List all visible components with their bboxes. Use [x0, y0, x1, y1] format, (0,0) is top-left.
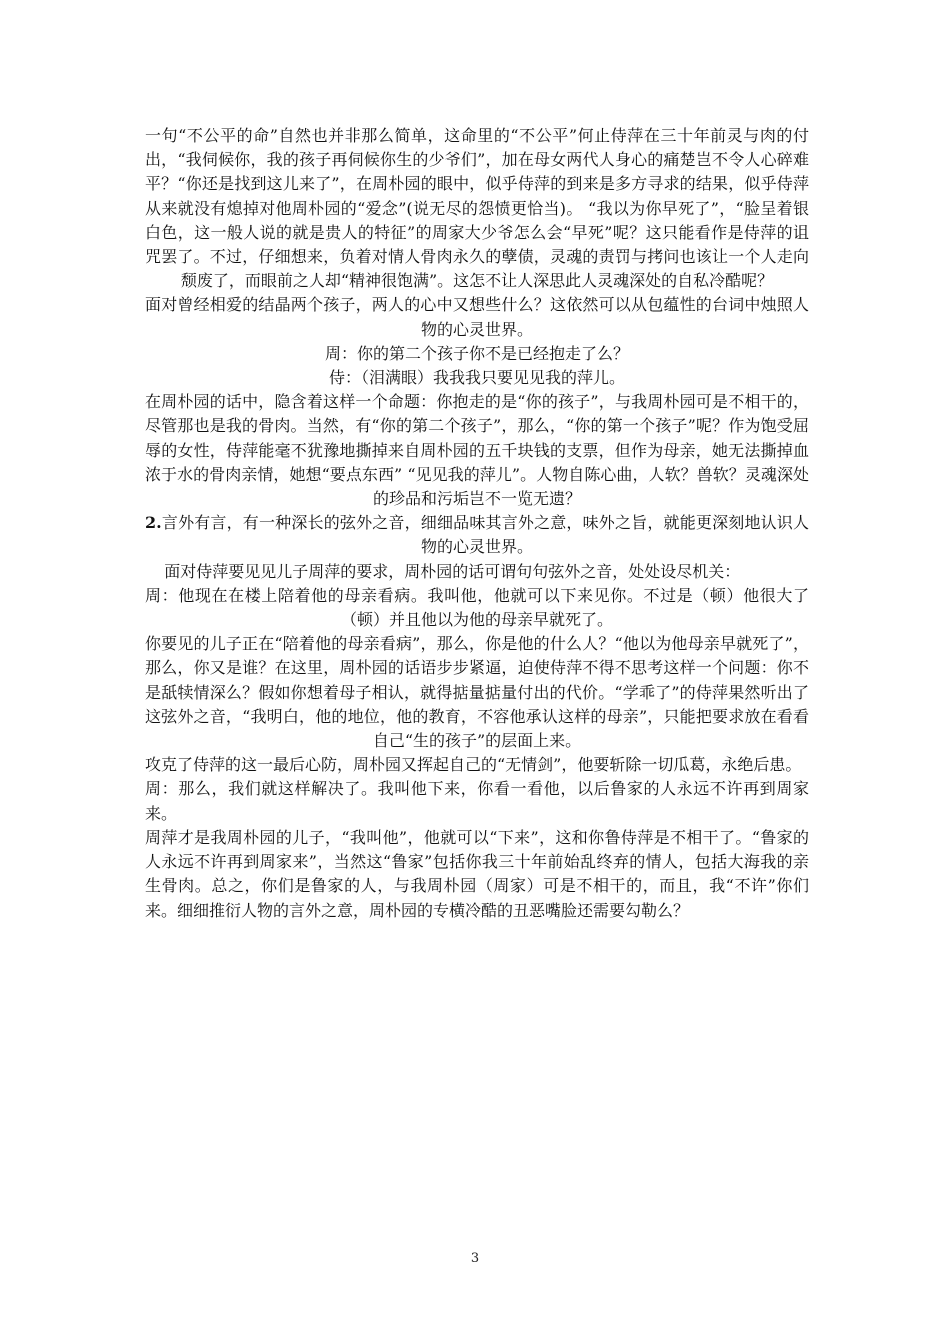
dialogue-zhou-resolve: 周：那么，我们就这样解决了。我叫他下来，你看一看他，以后鲁家的人永远不许再到周家来。: [145, 779, 809, 823]
dialogue-zhou-second-child: 周：你的第二个孩子你不是已经抱走了么？: [324, 343, 629, 363]
section-heading-overtones: [145, 511, 809, 559]
page-number: 3: [470, 1251, 480, 1266]
paragraph-lu-family: 周萍才是我周朴园的儿子，“我叫他”，他就可以“下来”，这和你鲁侍萍是不相干了。“鲁家的人永远不许再到周家来”，当然这“鲁家”包括你我三十年前始乱终弃的情人，包括大海我的亲生骨肉。总之，你们是鲁家的人，与我周朴园（周家）可是不相干的，而且，我“不许”你们来。细细推衍人物的言外之意，周朴园的专横冷酷的丑恶嘴脸还需要勾勒么？: [145, 827, 809, 920]
paragraph-your-child: 在周朴园的话中，隐含着这样一个命题：你抱走的是“你的孩子”，与我周朴园可是不相干的，尽管那也是我的骨肉。当然，有“你的第二个孩子”，那么，“你的第一个孩子”呢？作为饱受屈辱的女性，侍萍能毫不犹豫地撕掉来自周朴园的五千块钱的支票，但作为母亲，她无法撕掉血浓于水的骨肉亲情，她想“要点东西” “见见我的萍儿”。人物自陈心曲，人软？兽软？灵魂深处的珍品和污垢岂不一览无遗？: [145, 392, 809, 509]
dialogue-zhou-upstairs: 周：他现在在楼上陪着他的母亲看病。我叫他，他就可以下来见你。不过是（顿）他很大了（顿）并且他以为他的母亲早就死了。: [145, 585, 809, 630]
paragraph-ruthless-sword: 攻克了侍萍的这一最后心防，周朴园又挥起自己的“无情剑”，他要斩除一切瓜葛，永绝后患。: [145, 755, 802, 775]
section-number: 2.: [145, 513, 162, 533]
paragraph-son-mother: 你要见的儿子正在“陪着他的母亲看病”，那么，你是他的什么人？“他以为他母亲早就死了”，那么，你又是谁？在这里，周朴园的话语步步紧逼，迫使侍萍不得不思考这样一个问题：你不是舐犊情深么？假如你想着母子相认，就得掂量掂量付出的代价。“学乖了”的侍萍果然听出了这弦外之音，“我明白，他的地位，他的教育，不容他承认这样的母亲”，只能把要求放在看看自己“生的孩子”的层面上来。: [145, 634, 809, 751]
paragraph-unfair-fate: 一句“不公平的命”自然也并非那么简单，这命里的“不公平”何止侍萍在三十年前灵与肉的付出，“我伺候你，我的孩子再伺候你生的少爷们”，加在母女两代人身心的痛楚岂不令人心碎难平？“你还是找到这儿来了”，在周朴园的眼中，似乎侍萍的到来是多方寻求的结果，似乎侍萍从来就没有熄掉对他周朴园的“爱念”(说无尽的怨愤更恰当)。 “我以为你早死了”，“脸呈着银白色，这一般人说的就是贵人的特征”的周家大少爷怎么会“早死”呢？这只能看作是侍萍的诅咒罢了。不过，仔细想来，负着对情人骨肉永久的孽债，灵魂的责罚与拷问也该让一个人走向颓废了，而眼前之人却“精神很饱满”。这怎不让人深思此人灵魂深处的自私冷酷呢？: [145, 126, 809, 291]
section-heading-text: 言外有言，有一种深长的弦外之音，细细品味其言外之意，味外之旨，就能更深刻地认识人物的心灵世界。: [161, 513, 809, 557]
document-body: [145, 124, 809, 923]
dialogue-shiping-see-ping: 侍：（泪满眼）我我我只要见见我的萍儿。: [328, 368, 625, 388]
paragraph-two-children: 面对曾经相爱的结晶两个孩子，两人的心中又想些什么？这依然可以从包蕴性的台词中烛照人物的心灵世界。: [145, 295, 809, 339]
paragraph-see-son-request: 面对侍萍要见见儿子周萍的要求，周朴园的话可谓句句弦外之音，处处设尽机关：: [164, 561, 741, 581]
